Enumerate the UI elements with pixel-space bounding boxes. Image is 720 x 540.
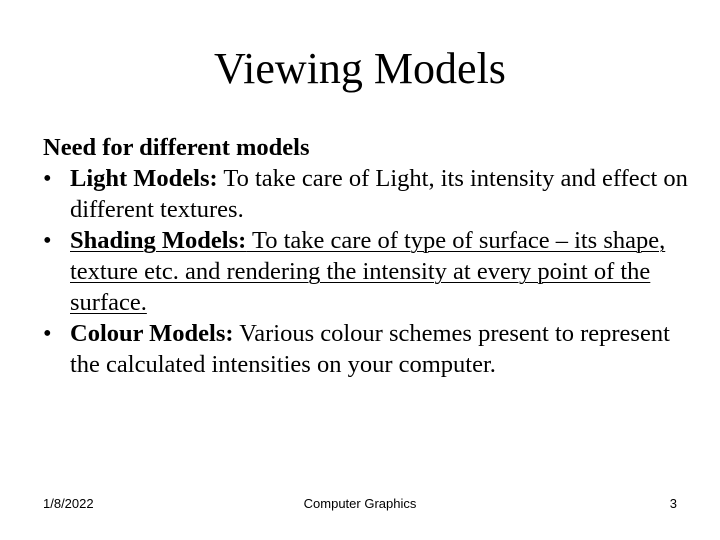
bullet-text xyxy=(70,318,693,380)
bullet-item-shading-models xyxy=(43,225,693,318)
page-number: 3 xyxy=(669,496,677,511)
footer-title: Computer Graphics xyxy=(303,496,417,511)
bullet-marker: • xyxy=(43,320,52,347)
bullet-text xyxy=(70,163,693,225)
footer-date: 1/8/2022 xyxy=(43,496,94,511)
section-heading: Need for different models xyxy=(43,134,310,161)
bullet-term: Colour Models: xyxy=(70,320,234,347)
bullet-item-colour-models xyxy=(43,318,693,380)
bullet-item-light-models xyxy=(43,163,693,225)
bullet-term: Light Models: xyxy=(70,165,218,192)
slide-content xyxy=(43,132,693,380)
bullet-description: To take care of type of surface – its shape, texture etc. and rendering the intensity at every point of the surface. xyxy=(70,227,666,316)
bullet-marker: • xyxy=(43,165,52,192)
bullet-description: Various colour schemes present to represent the calculated intensities on your computer. xyxy=(70,320,670,378)
slide-title: Viewing Models xyxy=(214,44,506,93)
bullet-text xyxy=(70,225,693,318)
bullet-marker: • xyxy=(43,227,52,254)
bullet-description: To take care of Light, its intensity and effect on different textures. xyxy=(70,165,688,223)
bullet-term: Shading Models: xyxy=(70,227,247,254)
